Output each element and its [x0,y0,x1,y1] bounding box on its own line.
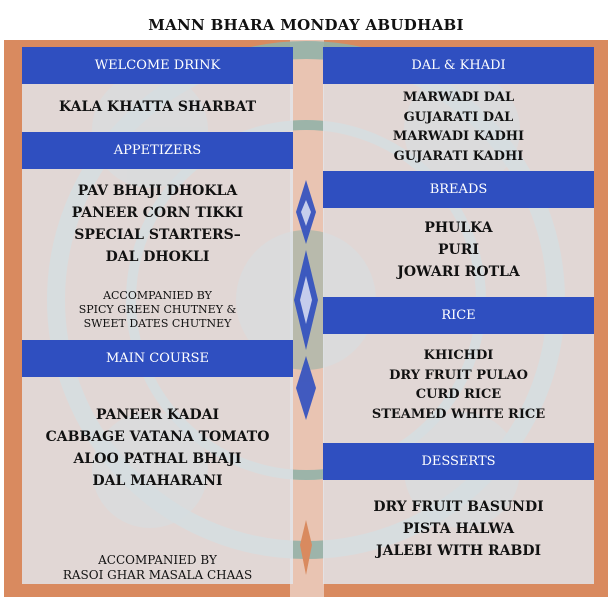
menu-item: CABBAGE VATANA TOMATO [45,429,270,445]
menu-item: MARWADI DAL [402,90,515,105]
menu-item: PURI [438,242,479,258]
appetizers-header: APPETIZERS [22,132,293,169]
welcome-drink-header: WELCOME DRINK [22,47,293,84]
main-course-list [22,404,293,492]
menu-item: JALEBI WITH RABDI [375,543,542,559]
note-line: ACCOMPANIED BY [98,553,217,567]
menu-item: PANEER KADAI [95,407,220,423]
menu-item: PISTA HALWA [402,521,515,537]
menu-item: MARWADI KADHI [392,129,525,144]
menu-item: STEAMED WHITE RICE [371,406,546,422]
rice-list [323,346,594,424]
welcome-drink-list [22,96,293,118]
rice-header: RICE [323,297,594,334]
menu-item: ALOO PATHAL BHAJI [73,451,242,467]
menu-item: KALA KHATTA SHARBAT [58,99,257,115]
dal-khadi-header: DAL & KHADI [323,47,594,84]
appetizers-note [22,289,293,331]
menu-item: JOWARI ROTLA [397,264,520,280]
menu-item: SPECIAL STARTERS– [74,227,241,243]
menu-item: DAL MAHARANI [92,473,223,489]
menu-item: PAV BHAJI DHOKLA [77,183,238,199]
note-line: SPICY GREEN CHUTNEY & [78,303,237,316]
desserts-header: DESSERTS [323,443,594,480]
menu-item: GUJARATI KADHI [393,148,524,164]
note-line: RASOI GHAR MASALA CHAAS [62,568,253,582]
note-line: ACCOMPANIED BY [103,289,212,302]
menu-item: PANEER CORN TIKKI [71,205,244,221]
menu-item: DAL DHOKLI [105,249,210,265]
desserts-list [323,496,594,562]
menu-item: CURD RICE [415,387,502,402]
page-title: MANN BHARA MONDAY ABUDHABI [148,16,464,34]
menu-item: DRY FRUIT BASUNDI [373,499,544,515]
main-course-note [22,553,293,583]
menu-item: KHICHDI [423,348,494,363]
menu-item: DRY FRUIT PULAO [389,367,528,383]
breads-list [323,217,594,283]
main-course-header: MAIN COURSE [22,340,293,377]
appetizers-list [22,180,293,268]
dal-khadi-list [323,88,594,166]
note-line: SWEET DATES CHUTNEY [83,317,232,330]
breads-header: BREADS [323,171,594,208]
menu-item: GUJARATI DAL [403,109,514,125]
menu-item: PHULKA [424,220,493,236]
